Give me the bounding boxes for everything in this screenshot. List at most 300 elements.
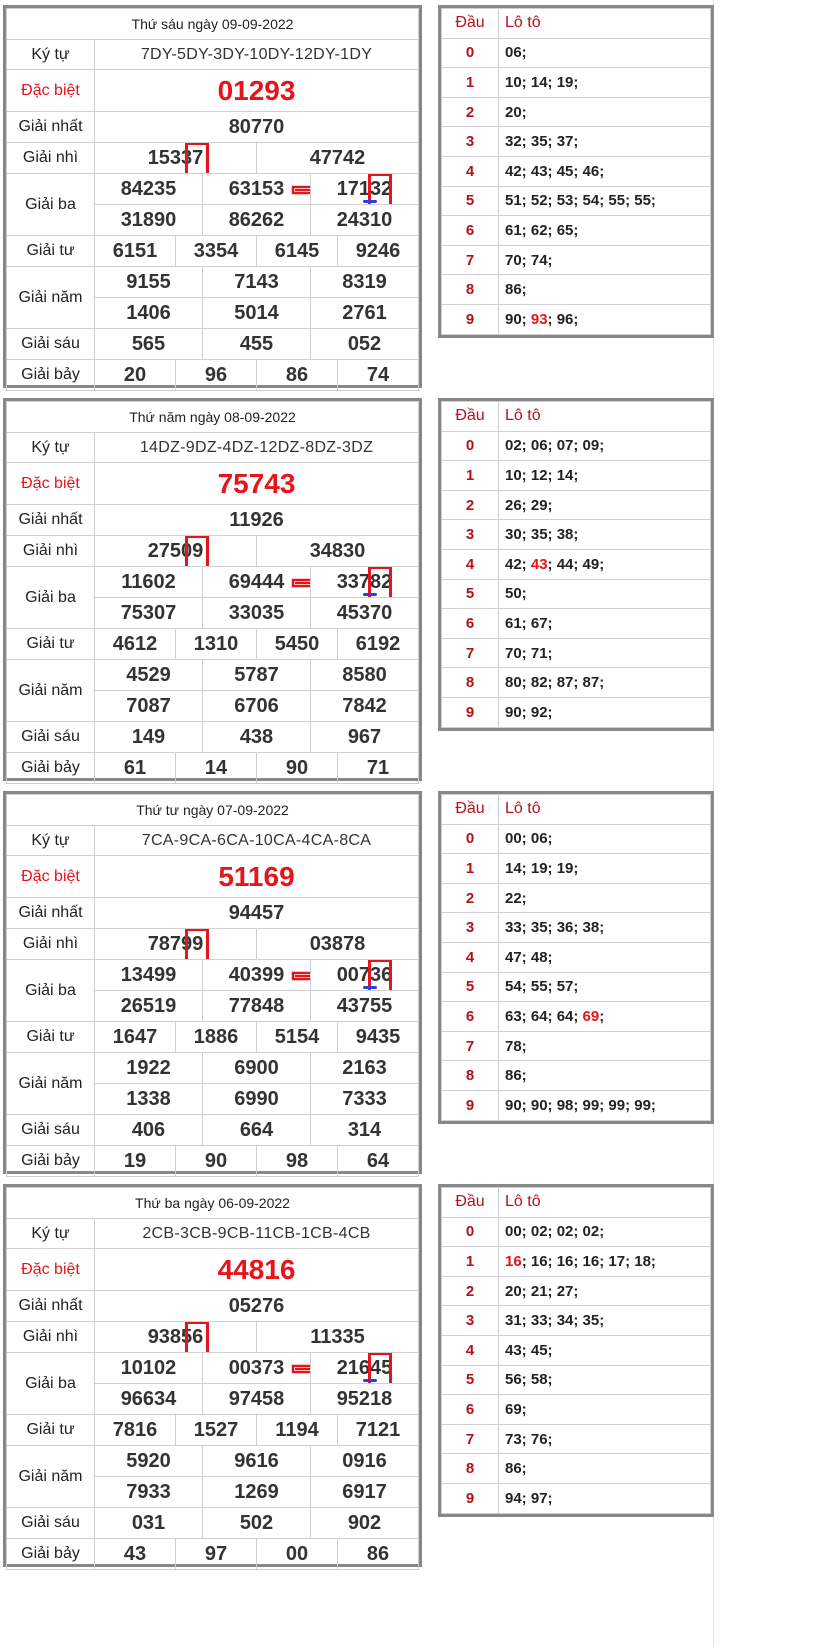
fifth-prize-number: 7143 — [203, 267, 311, 298]
loto-text: ; 96; — [547, 310, 579, 328]
loto-text: 86; — [505, 1067, 527, 1085]
special-prize-number: 01293 — [95, 70, 419, 112]
loto-text: 20; — [505, 103, 527, 121]
header-dau: Đầu — [442, 795, 499, 825]
label-kytu: Ký tự — [7, 826, 95, 856]
third-prize-number: 84235 — [95, 174, 203, 205]
fifth-prize-number: 6706 — [203, 691, 311, 722]
sixth-prize-number: 455 — [203, 329, 311, 360]
arrow-icon — [291, 1361, 311, 1377]
underline-mark — [363, 200, 377, 203]
second-prize-number: 11335 — [257, 1322, 419, 1353]
loto-values — [499, 697, 711, 727]
loto-values — [499, 1424, 711, 1454]
results-table — [3, 398, 422, 781]
loto-head-digit: 1 — [442, 461, 499, 491]
loto-text: 14; 19; 19; — [505, 859, 579, 877]
loto-text: 33; 35; 36; 38; — [505, 919, 605, 937]
loto-values — [499, 1061, 711, 1091]
highlight-box — [185, 143, 209, 174]
label-fourth-prize: Giải tư — [7, 1415, 95, 1446]
label-seventh-prize: Giải bảy — [7, 753, 95, 784]
label-sixth-prize: Giải sáu — [7, 1115, 95, 1146]
fourth-prize-number: 5154 — [257, 1022, 338, 1053]
loto-head-digit: 3 — [442, 913, 499, 943]
label-first-prize: Giải nhất — [7, 898, 95, 929]
loto-head-digit: 9 — [442, 304, 499, 334]
loto-text: 70; 74; — [505, 251, 553, 269]
third-prize-number: 11602 — [95, 567, 203, 598]
third-prize-number: 97458 — [203, 1384, 311, 1415]
label-third-prize: Giải ba — [7, 174, 95, 236]
loto-head-digit: 5 — [442, 972, 499, 1002]
arrow-icon — [291, 968, 311, 984]
loto-head-digit: 9 — [442, 1090, 499, 1120]
arrow-icon — [291, 575, 311, 591]
loto-head-digit: 7 — [442, 1424, 499, 1454]
ticket-codes: 2CB-3CB-9CB-11CB-1CB-4CB — [95, 1219, 419, 1249]
label-special-prize: Đặc biệt — [7, 70, 95, 112]
header-loto: Lô tô — [499, 795, 711, 825]
fifth-prize-number: 5014 — [203, 298, 311, 329]
label-special-prize: Đặc biệt — [7, 1249, 95, 1291]
underline-mark — [363, 1379, 377, 1382]
loto-values — [499, 1335, 711, 1365]
loto-text: 06; — [505, 44, 527, 62]
second-prize-number: 15337 — [95, 143, 257, 174]
loto-head-digit: 7 — [442, 245, 499, 275]
seventh-prize-number: 98 — [257, 1146, 338, 1177]
label-fourth-prize: Giải tư — [7, 1022, 95, 1053]
loto-text: ; — [599, 1007, 605, 1025]
special-prize-number: 51169 — [95, 856, 419, 898]
loto-text: 86; — [505, 1460, 527, 1478]
seventh-prize-number: 90 — [176, 1146, 257, 1177]
loto-head-digit: 6 — [442, 1395, 499, 1425]
loto-head-digit: 4 — [442, 1335, 499, 1365]
loto-values — [499, 520, 711, 550]
seventh-prize-number: 90 — [257, 753, 338, 784]
loto-values — [499, 1217, 711, 1247]
arrow-icon — [291, 182, 311, 198]
label-kytu: Ký tự — [7, 40, 95, 70]
fifth-prize-number: 9616 — [203, 1446, 311, 1477]
highlight-box — [185, 1322, 209, 1353]
loto-text: 86; — [505, 281, 527, 299]
fifth-prize-number: 4529 — [95, 660, 203, 691]
loto-text: 43; 45; — [505, 1341, 553, 1359]
seventh-prize-number: 86 — [257, 360, 338, 391]
third-prize-number: 17132 — [311, 174, 419, 205]
third-prize-number: 63153 — [203, 174, 311, 205]
fifth-prize-number: 6917 — [311, 1477, 419, 1508]
loto-head-digit: 4 — [442, 156, 499, 186]
second-prize-number: 27509 — [95, 536, 257, 567]
day-block — [0, 786, 760, 1180]
fourth-prize-number: 9435 — [338, 1022, 419, 1053]
highlighted-loto: 16 — [505, 1252, 522, 1270]
loto-values — [499, 609, 711, 639]
loto-text: 70; 71; — [505, 644, 553, 662]
seventh-prize-number: 43 — [95, 1539, 176, 1570]
header-loto: Lô tô — [499, 402, 711, 432]
fifth-prize-number: 2761 — [311, 298, 419, 329]
second-prize-number: 93856 — [95, 1322, 257, 1353]
fifth-prize-number: 0916 — [311, 1446, 419, 1477]
loto-values — [499, 490, 711, 520]
loto-head-digit: 0 — [442, 824, 499, 854]
fifth-prize-number: 8319 — [311, 267, 419, 298]
seventh-prize-number: 74 — [338, 360, 419, 391]
loto-text: 42; — [505, 555, 531, 573]
loto-head-digit: 4 — [442, 549, 499, 579]
loto-head-digit: 7 — [442, 638, 499, 668]
third-prize-number: 00736 — [311, 960, 419, 991]
third-prize-number: 24310 — [311, 205, 419, 236]
loto-text: 00; 06; — [505, 830, 553, 848]
header-dau: Đầu — [442, 9, 499, 39]
sixth-prize-number: 052 — [311, 329, 419, 360]
loto-values — [499, 942, 711, 972]
label-seventh-prize: Giải bảy — [7, 1146, 95, 1177]
label-fourth-prize: Giải tư — [7, 629, 95, 660]
loto-text: 90; 90; 98; 99; 99; 99; — [505, 1096, 656, 1114]
loto-text: 10; 14; 19; — [505, 73, 579, 91]
fourth-prize-number: 6192 — [338, 629, 419, 660]
loto-values — [499, 431, 711, 461]
sixth-prize-number: 438 — [203, 722, 311, 753]
loto-head-digit: 1 — [442, 854, 499, 884]
loto-text: 10; 12; 14; — [505, 466, 579, 484]
ticket-codes: 14DZ-9DZ-4DZ-12DZ-8DZ-3DZ — [95, 433, 419, 463]
first-prize-number: 11926 — [95, 505, 419, 536]
third-prize-number: 77848 — [203, 991, 311, 1022]
loto-values — [499, 913, 711, 943]
loto-head-digit: 7 — [442, 1031, 499, 1061]
loto-head-digit: 3 — [442, 1306, 499, 1336]
loto-text: 90; 92; — [505, 703, 553, 721]
header-dau: Đầu — [442, 1188, 499, 1218]
sixth-prize-number: 149 — [95, 722, 203, 753]
loto-values — [499, 854, 711, 884]
sixth-prize-number: 565 — [95, 329, 203, 360]
loto-values — [499, 1454, 711, 1484]
label-first-prize: Giải nhất — [7, 505, 95, 536]
fifth-prize-number: 7333 — [311, 1084, 419, 1115]
third-prize-number: 31890 — [95, 205, 203, 236]
loto-text: 20; 21; 27; — [505, 1282, 579, 1300]
loto-text: 61; 62; 65; — [505, 221, 579, 239]
loto-head-digit: 8 — [442, 1454, 499, 1484]
third-prize-number: 40399 — [203, 960, 311, 991]
label-first-prize: Giải nhất — [7, 112, 95, 143]
loto-values — [499, 549, 711, 579]
loto-head-digit: 5 — [442, 1365, 499, 1395]
loto-values — [499, 38, 711, 68]
loto-values — [499, 1483, 711, 1513]
first-prize-number: 80770 — [95, 112, 419, 143]
loto-head-digit: 2 — [442, 883, 499, 913]
label-second-prize: Giải nhì — [7, 1322, 95, 1353]
seventh-prize-number: 86 — [338, 1539, 419, 1570]
seventh-prize-number: 97 — [176, 1539, 257, 1570]
loto-table — [438, 398, 714, 731]
loto-text: 80; 82; 87; 87; — [505, 674, 605, 692]
seventh-prize-number: 64 — [338, 1146, 419, 1177]
highlighted-loto: 43 — [530, 555, 548, 573]
fifth-prize-number: 6900 — [203, 1053, 311, 1084]
label-fourth-prize: Giải tư — [7, 236, 95, 267]
loto-head-digit: 0 — [442, 431, 499, 461]
results-table — [3, 791, 422, 1174]
loto-head-digit: 6 — [442, 216, 499, 246]
loto-head-digit: 9 — [442, 697, 499, 727]
loto-values — [499, 1365, 711, 1395]
day-block — [0, 393, 760, 787]
fifth-prize-number: 8580 — [311, 660, 419, 691]
draw-date-title: Thứ năm ngày 08-09-2022 — [7, 402, 419, 433]
third-prize-number: 75307 — [95, 598, 203, 629]
results-table — [3, 5, 422, 388]
seventh-prize-number: 96 — [176, 360, 257, 391]
loto-values — [499, 304, 711, 334]
loto-head-digit: 9 — [442, 1483, 499, 1513]
seventh-prize-number: 71 — [338, 753, 419, 784]
seventh-prize-number: 61 — [95, 753, 176, 784]
fourth-prize-number: 1647 — [95, 1022, 176, 1053]
loto-table — [438, 1184, 714, 1517]
seventh-prize-number: 20 — [95, 360, 176, 391]
sixth-prize-number: 502 — [203, 1508, 311, 1539]
third-prize-number: 13499 — [95, 960, 203, 991]
third-prize-number: 21645 — [311, 1353, 419, 1384]
loto-values — [499, 97, 711, 127]
loto-text: 69; — [505, 1400, 527, 1418]
loto-values — [499, 1031, 711, 1061]
fifth-prize-number: 6990 — [203, 1084, 311, 1115]
loto-text: 22; — [505, 889, 527, 907]
label-third-prize: Giải ba — [7, 1353, 95, 1415]
header-loto: Lô tô — [499, 1188, 711, 1218]
fifth-prize-number: 1338 — [95, 1084, 203, 1115]
loto-text: 31; 33; 34; 35; — [505, 1312, 605, 1330]
loto-values — [499, 883, 711, 913]
loto-text: 94; 97; — [505, 1489, 553, 1507]
sixth-prize-number: 031 — [95, 1508, 203, 1539]
loto-text: ; 16; 16; 16; 17; 18; — [521, 1252, 656, 1270]
third-prize-number: 33782 — [311, 567, 419, 598]
sixth-prize-number: 967 — [311, 722, 419, 753]
loto-table — [438, 5, 714, 338]
loto-head-digit: 2 — [442, 490, 499, 520]
draw-date-title: Thứ sáu ngày 09-09-2022 — [7, 9, 419, 40]
second-prize-number: 34830 — [257, 536, 419, 567]
ticket-codes: 7DY-5DY-3DY-10DY-12DY-1DY — [95, 40, 419, 70]
loto-text: 51; 52; 53; 54; 55; 55; — [505, 192, 656, 210]
sixth-prize-number: 902 — [311, 1508, 419, 1539]
loto-text: 73; 76; — [505, 1430, 553, 1448]
label-fifth-prize: Giải năm — [7, 1446, 95, 1508]
seventh-prize-number: 14 — [176, 753, 257, 784]
fourth-prize-number: 6151 — [95, 236, 176, 267]
highlight-box — [185, 929, 209, 960]
loto-head-digit: 2 — [442, 1276, 499, 1306]
label-sixth-prize: Giải sáu — [7, 1508, 95, 1539]
loto-values — [499, 186, 711, 216]
loto-text: 00; 02; 02; 02; — [505, 1223, 605, 1241]
label-special-prize: Đặc biệt — [7, 463, 95, 505]
loto-values — [499, 1395, 711, 1425]
loto-text: 30; 35; 38; — [505, 526, 579, 544]
loto-head-digit: 3 — [442, 127, 499, 157]
loto-text: 61; 67; — [505, 614, 553, 632]
loto-values — [499, 127, 711, 157]
label-seventh-prize: Giải bảy — [7, 360, 95, 391]
second-prize-number: 47742 — [257, 143, 419, 174]
results-table — [3, 1184, 422, 1567]
loto-text: 50; — [505, 585, 527, 603]
first-prize-number: 94457 — [95, 898, 419, 929]
loto-text: 42; 43; 45; 46; — [505, 162, 605, 180]
third-prize-number: 45370 — [311, 598, 419, 629]
loto-text: 26; 29; — [505, 496, 553, 514]
fifth-prize-number: 7933 — [95, 1477, 203, 1508]
loto-text: ; 44; 49; — [547, 555, 605, 573]
loto-text: 90; — [505, 310, 531, 328]
loto-head-digit: 0 — [442, 1217, 499, 1247]
loto-values — [499, 824, 711, 854]
label-kytu: Ký tự — [7, 433, 95, 463]
fourth-prize-number: 7816 — [95, 1415, 176, 1446]
fourth-prize-number: 1194 — [257, 1415, 338, 1446]
third-prize-number: 95218 — [311, 1384, 419, 1415]
sixth-prize-number: 314 — [311, 1115, 419, 1146]
special-prize-number: 75743 — [95, 463, 419, 505]
highlighted-loto: 93 — [530, 310, 548, 328]
loto-text: 56; 58; — [505, 1371, 553, 1389]
loto-head-digit: 4 — [442, 942, 499, 972]
sixth-prize-number: 664 — [203, 1115, 311, 1146]
loto-head-digit: 0 — [442, 38, 499, 68]
loto-head-digit: 5 — [442, 186, 499, 216]
fourth-prize-number: 1527 — [176, 1415, 257, 1446]
loto-head-digit: 6 — [442, 609, 499, 639]
loto-values — [499, 638, 711, 668]
fifth-prize-number: 7087 — [95, 691, 203, 722]
fourth-prize-number: 6145 — [257, 236, 338, 267]
loto-text: 47; 48; — [505, 948, 553, 966]
label-third-prize: Giải ba — [7, 567, 95, 629]
label-second-prize: Giải nhì — [7, 929, 95, 960]
loto-values — [499, 68, 711, 98]
label-second-prize: Giải nhì — [7, 143, 95, 174]
label-sixth-prize: Giải sáu — [7, 722, 95, 753]
loto-text: 78; — [505, 1037, 527, 1055]
seventh-prize-number: 00 — [257, 1539, 338, 1570]
fifth-prize-number: 1406 — [95, 298, 203, 329]
loto-values — [499, 216, 711, 246]
label-sixth-prize: Giải sáu — [7, 329, 95, 360]
fifth-prize-number: 9155 — [95, 267, 203, 298]
loto-head-digit: 1 — [442, 68, 499, 98]
loto-head-digit: 3 — [442, 520, 499, 550]
loto-head-digit: 8 — [442, 275, 499, 305]
fifth-prize-number: 1922 — [95, 1053, 203, 1084]
first-prize-number: 05276 — [95, 1291, 419, 1322]
third-prize-number: 33035 — [203, 598, 311, 629]
fifth-prize-number: 1269 — [203, 1477, 311, 1508]
fifth-prize-number: 7842 — [311, 691, 419, 722]
highlighted-loto: 69 — [582, 1007, 600, 1025]
loto-head-digit: 1 — [442, 1247, 499, 1277]
third-prize-number: 43755 — [311, 991, 419, 1022]
header-dau: Đầu — [442, 402, 499, 432]
loto-values — [499, 156, 711, 186]
label-seventh-prize: Giải bảy — [7, 1539, 95, 1570]
third-prize-number: 00373 — [203, 1353, 311, 1384]
loto-values — [499, 1090, 711, 1120]
loto-head-digit: 6 — [442, 1002, 499, 1032]
header-loto: Lô tô — [499, 9, 711, 39]
loto-table — [438, 791, 714, 1124]
loto-values — [499, 1002, 711, 1032]
fifth-prize-number: 5787 — [203, 660, 311, 691]
label-first-prize: Giải nhất — [7, 1291, 95, 1322]
highlight-box — [185, 536, 209, 567]
loto-values — [499, 579, 711, 609]
second-prize-number: 03878 — [257, 929, 419, 960]
loto-values — [499, 668, 711, 698]
third-prize-number: 26519 — [95, 991, 203, 1022]
fourth-prize-number: 9246 — [338, 236, 419, 267]
label-fifth-prize: Giải năm — [7, 1053, 95, 1115]
sixth-prize-number: 406 — [95, 1115, 203, 1146]
loto-head-digit: 8 — [442, 668, 499, 698]
fourth-prize-number: 4612 — [95, 629, 176, 660]
loto-values — [499, 275, 711, 305]
label-fifth-prize: Giải năm — [7, 660, 95, 722]
fourth-prize-number: 1886 — [176, 1022, 257, 1053]
underline-mark — [363, 986, 377, 989]
loto-text: 54; 55; 57; — [505, 978, 579, 996]
label-third-prize: Giải ba — [7, 960, 95, 1022]
loto-values — [499, 972, 711, 1002]
draw-date-title: Thứ tư ngày 07-09-2022 — [7, 795, 419, 826]
fourth-prize-number: 1310 — [176, 629, 257, 660]
loto-values — [499, 461, 711, 491]
second-prize-number: 78799 — [95, 929, 257, 960]
seventh-prize-number: 19 — [95, 1146, 176, 1177]
loto-values — [499, 1247, 711, 1277]
underline-mark — [363, 593, 377, 596]
loto-head-digit: 8 — [442, 1061, 499, 1091]
special-prize-number: 44816 — [95, 1249, 419, 1291]
ticket-codes: 7CA-9CA-6CA-10CA-4CA-8CA — [95, 826, 419, 856]
day-block — [0, 0, 760, 394]
third-prize-number: 96634 — [95, 1384, 203, 1415]
loto-values — [499, 1276, 711, 1306]
loto-text: 63; 64; 64; — [505, 1007, 583, 1025]
third-prize-number: 69444 — [203, 567, 311, 598]
fifth-prize-number: 2163 — [311, 1053, 419, 1084]
fourth-prize-number: 3354 — [176, 236, 257, 267]
third-prize-number: 86262 — [203, 205, 311, 236]
label-fifth-prize: Giải năm — [7, 267, 95, 329]
fifth-prize-number: 5920 — [95, 1446, 203, 1477]
loto-head-digit: 5 — [442, 579, 499, 609]
loto-text: 32; 35; 37; — [505, 133, 579, 151]
loto-values — [499, 245, 711, 275]
